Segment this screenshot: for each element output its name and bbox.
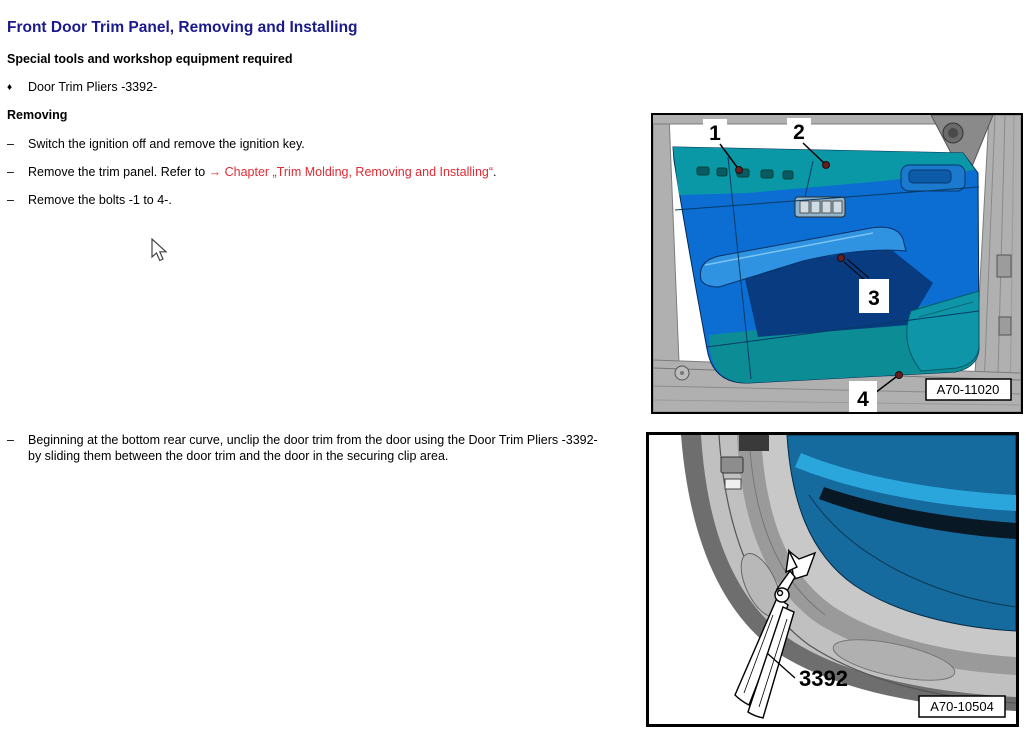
tool-item-label: Door Trim Pliers -3392- [28, 80, 158, 94]
switch-icon [783, 171, 793, 179]
step-item [0, 137, 620, 153]
figure-ref-label: A70-10504 [930, 699, 994, 714]
switch-icon [697, 167, 709, 175]
page-title: Front Door Trim Panel, Removing and Installing [7, 19, 358, 36]
step-text-suffix: . [493, 165, 497, 179]
dash-bullet: – [7, 433, 14, 447]
removing-heading: Removing [7, 108, 68, 122]
switch-icon [717, 168, 727, 176]
figure-ref-label: A70-11020 [936, 382, 1000, 397]
door-trim-panel-illustration [673, 147, 979, 383]
tool-list-item [0, 80, 620, 96]
callout-1: 1 [709, 122, 721, 145]
step-text-prefix: Remove the trim panel. Refer to [28, 165, 209, 179]
switch-icon [761, 170, 773, 178]
mouse-cursor-icon [150, 238, 170, 264]
latch-detail [721, 457, 743, 473]
tool-number-label: 3392 [799, 666, 848, 691]
step-item [0, 193, 620, 209]
door-hinge [997, 255, 1011, 277]
step-item [0, 165, 640, 181]
latch-detail [725, 479, 741, 489]
chapter-link[interactable]: → Chapter „Trim Molding, Removing and Installing“ [208, 165, 494, 179]
special-tools-heading: Special tools and workshop equipment required [7, 52, 293, 66]
callout-3: 3 [868, 287, 880, 310]
diamond-bullet-icon: ♦ [7, 82, 13, 93]
figure-door-trim-pliers [646, 432, 1019, 727]
callout-2: 2 [793, 121, 805, 144]
step-text: Switch the ignition off and remove the ignition key. [28, 137, 305, 151]
step-item [0, 433, 620, 467]
step-text: Beginning at the bottom rear curve, unclip the door trim from the door using the Door Trim Pliers -3392- by sliding them between the door trim and the door in the securing clip area. [28, 433, 598, 463]
dash-bullet: – [7, 193, 14, 207]
dash-bullet: – [7, 137, 14, 151]
step-text: Remove the bolts -1 to 4-. [28, 193, 172, 207]
callout-4: 4 [857, 388, 869, 411]
door-hinge [999, 317, 1011, 335]
figure-door-trim-bolts [651, 113, 1023, 414]
dash-bullet: – [7, 165, 14, 179]
